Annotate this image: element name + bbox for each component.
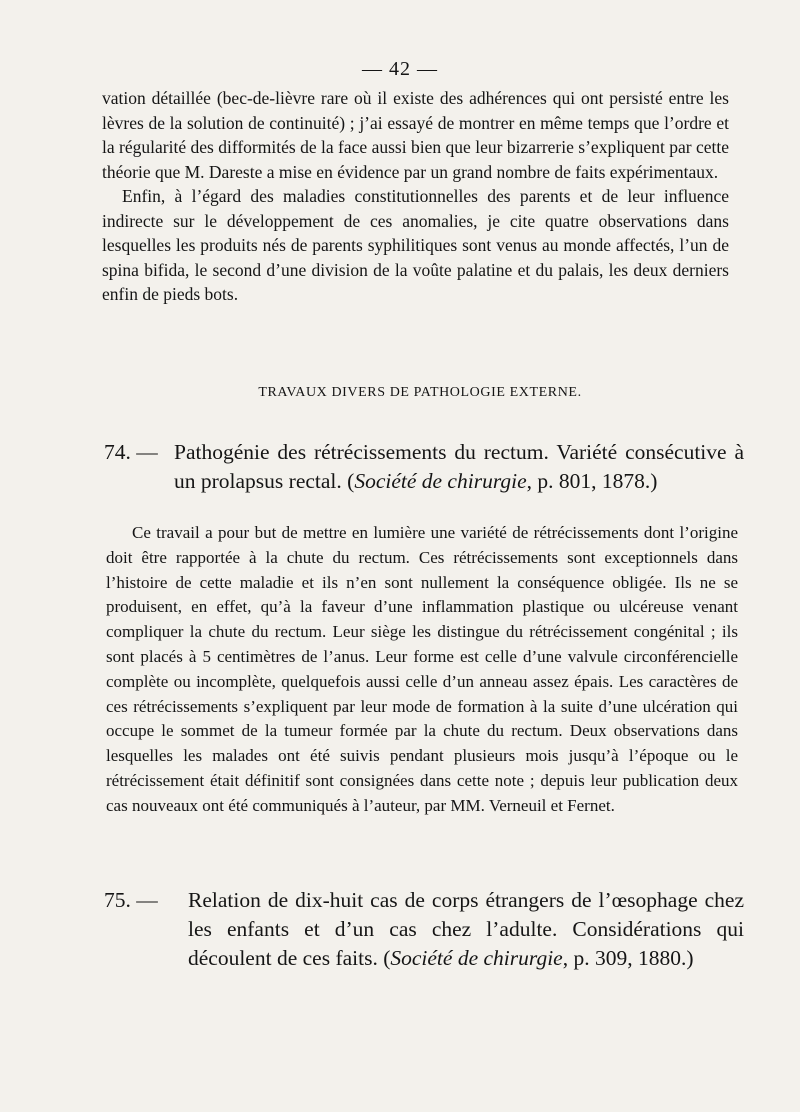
section-title: TRAVAUX DIVERS DE PATHOLOGIE EXTERNE. xyxy=(258,385,582,400)
entry-74-body-text: Ce travail a pour but de mettre en lumière une variété de rétrécissements dont l’origine doit être rapportée à la chute du rectum. Ces rétrécissements sont exceptionnels dans l’histoire de cette maladie et ils n’en sont nullement la conséquence obligée. Ils ne se produisent, en effet, qu’à la faveur d’une inflammation plastique ou ulcéreuse venant compliquer la chute du rectum. Leur siège les distingue du rétrécissement congénital ; ils sont placés à 5 centimètres de l’anus. Leur forme est celle d’une valvule circonférencielle complète ou incomplète, quelquefois aussi celle d’un anneau assez épais. Les caractères de ces rétrécissements s’expliquent par leur mode de formation à la suite d’une ulcération qui occupe le sommet de la tumeur formée par la chute du rectum. Deux observations dans lesquelles les malades ont été suivis pendant plusieurs mois jusqu’à l’époque ou le rétrécissement était définitif sont consignées dans cette note ; depuis leur publication deux cas nouveaux ont été communiqués à l’auteur, par MM. Verneuil et Fernet. xyxy=(106,523,738,815)
entry-75-number: 75. — xyxy=(104,888,158,912)
entry-74-number: 74. — xyxy=(104,440,158,464)
entry-74-heading xyxy=(174,438,744,496)
entry-74-ref: , p. 801, 1878.) xyxy=(526,469,658,493)
entry-74-title: Pathogénie des rétrécissements du rectum. Variété consécutive à un prolapsus rectal. ( xyxy=(174,440,744,493)
intro-paragraph-2: Enfin, à l’égard des maladies constitutionnelles des parents et de leur influence indirecte sur le développement de ces anomalies, je cite quatre observations dans lesquelles les produits nés de parents syphilitiques sont venus au monde affectés, l’un de spina bifida, le second d’une division de la voûte palatine et du palais, les deux derniers enfin de pieds bots. xyxy=(102,186,729,304)
entry-74-source: Société de chirurgie xyxy=(354,469,527,493)
entry-75-heading xyxy=(188,886,744,973)
page-number: — 42 — xyxy=(362,58,438,80)
entry-75 xyxy=(104,886,744,973)
entry-75-title: Relation de dix-huit cas de corps étrangers de l’œsophage chez les enfants et d’un cas chez l’adulte. Considérations qui découlent de ces faits. ( xyxy=(188,888,744,970)
entry-75-ref: , p. 309, 1880.) xyxy=(562,946,694,970)
entry-75-source: Société de chirurgie xyxy=(390,946,563,970)
entry-74 xyxy=(104,438,744,496)
intro-paragraph-1: vation détaillée (bec-de-lièvre rare où il existe des adhérences qui ont persisté entre les lèvres de la solution de continuité) ; j’ai essayé de montrer en même temps que l’ordre et la régularité des difformités de la face aussi bien que leur bizarrerie s’expliquent par cette théorie que M. Dareste a mise en évidence par un grand nombre de faits expérimentaux. xyxy=(102,88,729,182)
entry-74-body xyxy=(106,521,738,819)
intro-text xyxy=(102,86,729,307)
